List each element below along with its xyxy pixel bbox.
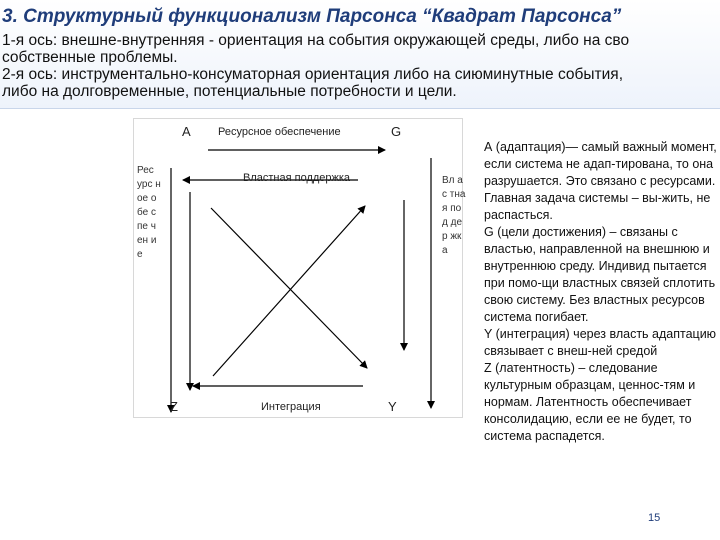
description-paragraph: Y (интеграция) через власть адаптацию связывает с внеш-ней средой [484,327,717,358]
corner-label-g: G [391,124,402,139]
intro-line: либо на долговременные, потенциальные потребности и цели. [2,83,457,100]
arrow-diagonal-down [211,208,367,368]
intro-line: собственные проблемы. [2,49,178,66]
corner-label-a: A [182,124,191,139]
description-paragraph: Z (латентность) – следование культурным образцам, ценнос-тям и нормам. Латентность обеспечивает консолидацию, если ее не будет, то система распадется. [484,361,696,443]
corner-label-y: Y [388,399,397,414]
top-label: Ресурсное обеспечение [218,126,341,138]
description-paragraph: G (цели достижения) – связаны с властью, направленной на внешнюю и внутреннюю среду. Индивид пытается при помо-щи властных связей сплотить свою систему. Без властных ресурсов система погибает. [484,225,716,324]
arrow-diagonal-up [213,206,365,376]
left-side-label: Рес урс ное обе спе чен ие [137,165,161,260]
intro-line: 1-я ось: внешне-внутренняя - ориентация на события окружающей среды, либо на сво [2,32,630,49]
parsons-square-diagram [133,118,466,418]
slide-title: 3. Структурный функционализм Парсонса “Квадрат Парсонса” [2,6,622,27]
intro-line: 2-я ось: инструментально-консуматорная ориентация либо на сиюминутные события, [2,66,623,83]
description-text [484,139,718,445]
page-number: 15 [648,512,661,524]
header-divider [0,108,720,109]
arrows-canvas [133,118,463,418]
bottom-label: Интеграция [261,401,321,413]
inner-top-label: Властная поддержка [243,172,351,184]
corner-label-z: Z [170,399,178,414]
intro-text [2,32,718,100]
description-paragraph: А (адаптация)— самый важный момент, если система не адап-тирована, то она разрушается. Это связано с ресурсами. Главная задача системы – вы-жить, не распасться. [484,140,717,222]
right-side-label: Вл ас тна я под дер жка [442,175,466,256]
